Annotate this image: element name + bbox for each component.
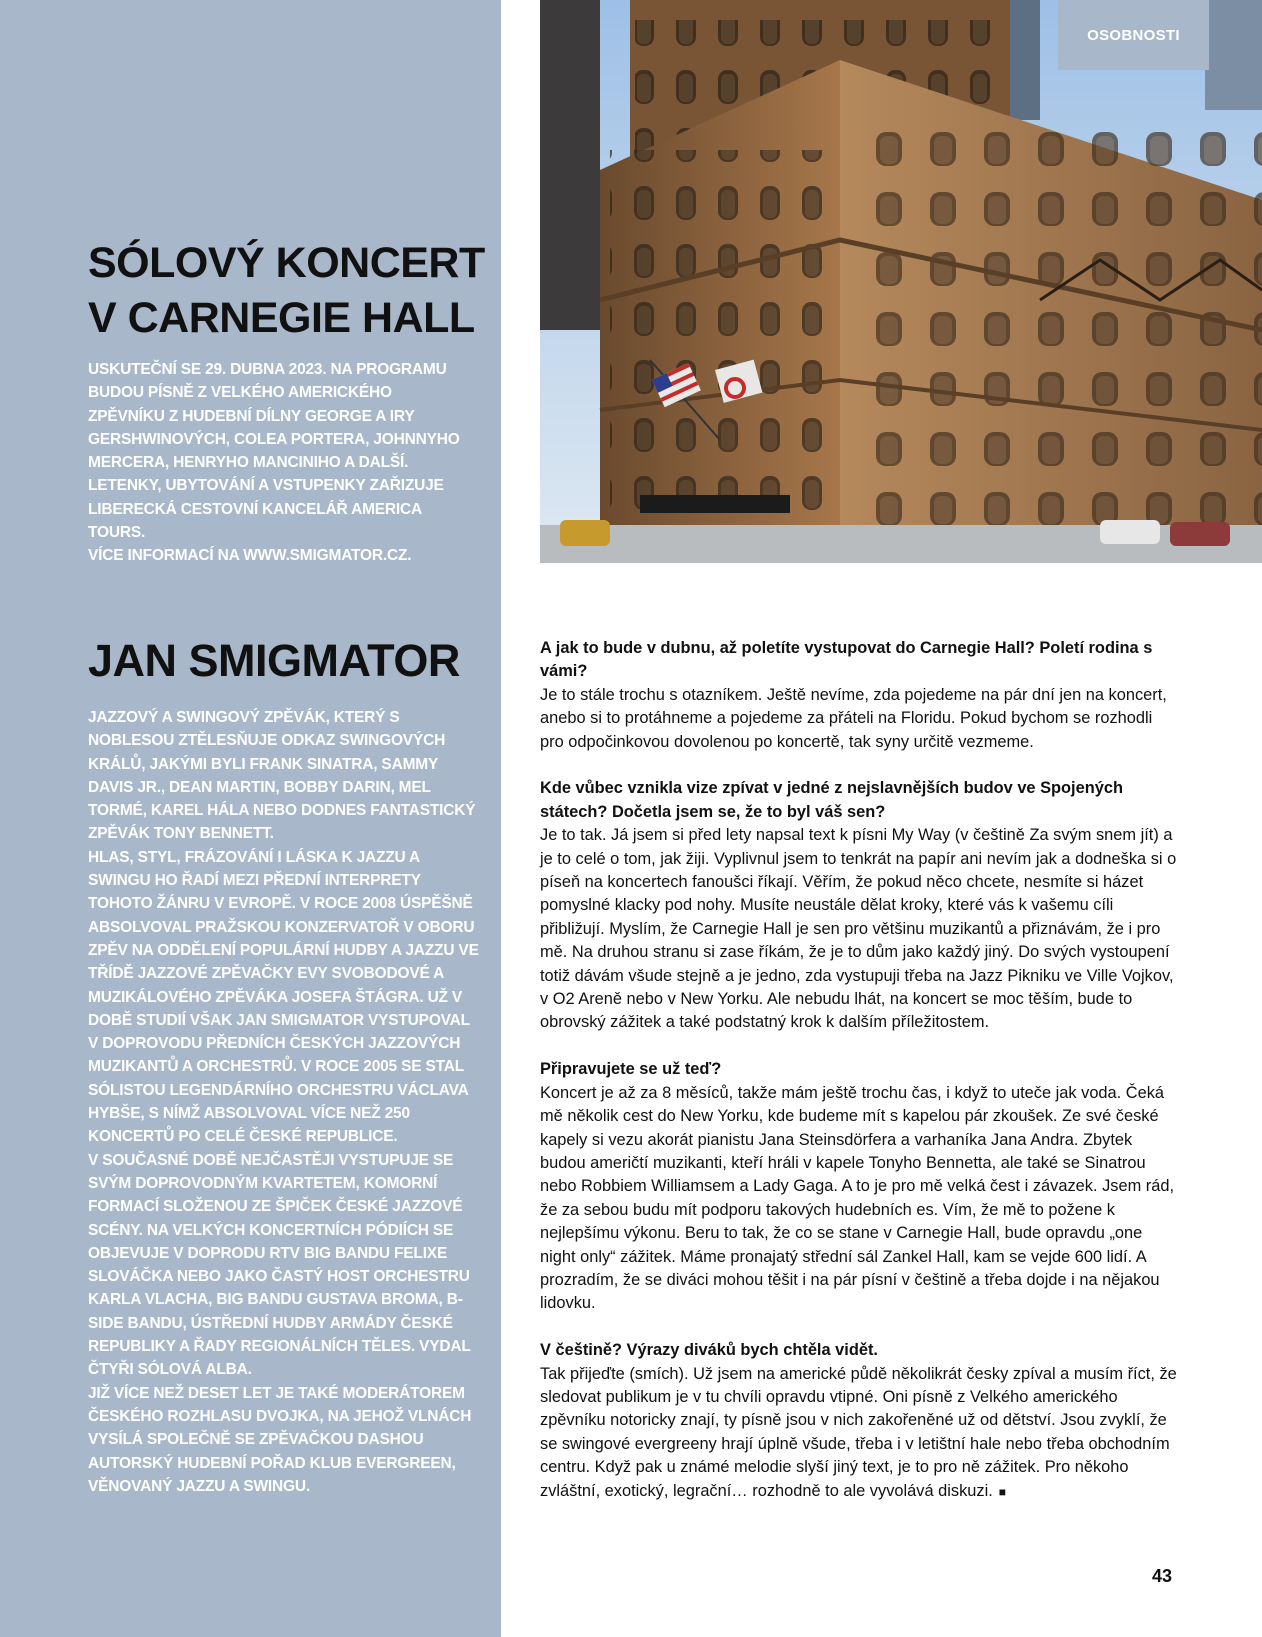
concert-description: USKUTEČNÍ SE 29. DUBNA 2023. NA PROGRAMU BUDOU PÍSNĚ Z VELKÉHO AMERICKÉHO ZPĚVNÍKU Z HUDEBNÍ DÍLNY GEORGE A IRY GERSHWINOVÝCH, COLEA PORTERA, JOHNNYHO MERCERA, HENRYHO MANCINIHO A DALŠÍ. LETENKY, UBYTOVÁNÍ A VSTUPENKY ZAŘIZUJE LIBERECKÁ CESTOVNÍ KANCELÁŘ AMERICA TOURS. [88,361,460,542]
interview-question: Připravujete se už teď? [540,1060,722,1079]
interview-item [540,637,1180,754]
interview-answer: Tak přijeďte (smích). Už jsem na americké půdě několikrát česky zpíval a musím říct, že sledovat publikum je v tu chvíli opravdu vtipné. Oni písně z Velkého amerického zpěvníku notoricky znají, ty písně jsou v nich zakořeněné už od dětství. Jsou zvyklí, že se swingové evergreeny hrají úplně všude, třeba i v letištní hale nebo třeba obchodním centru. Když pak u známé melodie slyší jiný text, je to pro ně zážitek. Pro někoho zvláštní, exotický, legrační… rozhodně to ale vyvolává diskuzi. [540,1364,1177,1500]
concert-title-line2: V CARNEGIE HALL [88,294,475,342]
interview-question: V češtině? Výrazy diváků bych chtěla vidět. [540,1341,878,1360]
sidebar-panel [0,0,501,1637]
concert-title-line1: SÓLOVÝ KONCERT [88,239,485,287]
section-tag: OSOBNOSTI [1058,0,1209,70]
bio-paragraph: HLAS, STYL, FRÁZOVÁNÍ I LÁSKA K JAZZU A SWINGU HO ŘADÍ MEZI PŘEDNÍ INTERPRETY TOHOTO ŽÁNRU V EVROPĚ. V ROCE 2008 ÚSPĚŠNĚ ABSOLVOVAL PRAŽSKOU KONZERVATOŘ V OBORU ZPĚV NA ODDĚLENÍ POPULÁRNÍ HUDBY A JAZZU VE TŘÍDĚ JAZZOVÉ ZPĚVAČKY EVY SVOBODOVÉ A MUZIKÁLOVÉHO ZPĚVÁKA JOSEFA ŠTÁGRA. UŽ V DOBĚ STUDIÍ VŠAK JAN SMIGMATOR VYSTUPOVAL V DOPROVODU PŘEDNÍCH ČESKÝCH JAZZOVÝCH MUZIKANTŮ A ORCHESTRŮ. V ROCE 2005 SE STAL SÓLISTOU LEGENDÁRNÍHO ORCHESTRU VÁCLAVA HYBŠE, S NÍMŽ ABSOLVOVAL VÍCE NEŽ 250 KONCERTŮ PO CELÉ ČESKÉ REPUBLICE. [88,848,479,1146]
interview-question: A jak to bude v dubnu, až poletíte vystupovat do Carnegie Hall? Poletí rodina s vámi? [540,639,1153,681]
page-number: 43 [1152,1566,1173,1586]
bio-paragraph: V SOUČASNÉ DOBĚ NEJČASTĚJI VYSTUPUJE SE SVÝM DOPROVODNÝM KVARTETEM, KOMORNÍ FORMACÍ SLOŽENOU ZE ŠPIČEK ČESKÉ JAZZOVÉ SCÉNY. NA VELKÝCH KONCERTNÍCH PÓDIÍCH SE OBJEVUJE V DOPRODU RTV BIG BANDU FELIXE SLOVÁČKA NEBO JAKO ČASTÝ HOST ORCHESTRU KARLA VLACHA, BIG BANDU GUSTAVA BROMA, B-SIDE BANDU, ÚSTŘEDNÍ HUDBY ARMÁDY ČESKÉ REPUBLIKY A ŘADY REGIONÁLNÍCH TĚLES. VYDAL ČTYŘI SÓLOVÁ ALBA. [88,1151,471,1379]
interview-answer-last [540,1363,1180,1504]
interview-answer: Je to stále trochu s otazníkem. Ještě nevíme, zda pojedeme na pár dní jen na koncert, anebo si to protáhneme a pojedeme za přáteli na Floridu. Pokud bychom se rozhodli pro odpočinkovou dovolenou po koncertě, tak syny určitě vezmeme. [540,685,1167,751]
interview-item [540,777,1180,1034]
bio-paragraph: JIŽ VÍCE NEŽ DESET LET JE TAKÉ MODERÁTOREM ČESKÉHO ROZHLASU DVOJKA, NA JEHOŽ VLNÁCH VYSÍLÁ SPOLEČNĚ SE ZPĚVAČKOU DASHOU AUTORSKÝ HUDEBNÍ POŘAD KLUB EVERGREEN, VĚNOVANÝ JAZZU A SWINGU. [88,1384,472,1495]
interview-question: Kde vůbec vznikla vize zpívat v jedné z nejslavnějších budov ve Spojených státech? Dočetla jsem se, že to byl váš sen? [540,779,1123,821]
interview-item [540,1339,1180,1504]
interview-answer: Je to tak. Já jsem si před lety napsal text k písni My Way (v češtině Za svým snem jít) a je to celé o tom, jak žiji. Vyplivnul jsem to tenkrát na papír ani nevím jak a dodneška si o píseň na koncertech fanoušci říkají. Věřím, že pokud něco chcete, nesmíte si házet pomyslné klacky pod nohy. Musíte neustále dělat kroky, které vás k vašemu cíli přibližují. Myslím, že Carnegie Hall je sen pro většinu muzikantů a přiznávám, že i pro mě. Na druhou stranu si zase říkám, že je to dům jako každý jiný. Do svých vystoupení totiž dávám všude stejně a je jedno, zda vystupuji třeba na Jazz Pikniku ve Ville Vojkov, v O2 Areně nebo v New Yorku. Ale nebudu lhát, na koncert se moc těším, bude to obrovský zážitek a také podstatný krok k dalším příležitostem. [540,826,1177,1032]
artist-name: JAN SMIGMATOR [88,635,460,686]
bio-paragraph: JAZZOVÝ A SWINGOVÝ ZPĚVÁK, KTERÝ S NOBLESOU ZTĚLESŇUJE ODKAZ SWINGOVÝCH KRÁLŮ, JAKÝMI BYLI FRANK SINATRA, SAMMY DAVIS JR., DEAN MARTIN, BOBBY DARIN, MEL TORMÉ, KAREL HÁLA NEBO DODNES FANTASTICKÝ ZPĚVÁK TONY BENNETT. [88,709,476,843]
concert-title [88,236,488,346]
concert-info [88,358,463,568]
end-mark-icon: ■ [998,1484,1007,1499]
artist-bio [88,706,480,1498]
carnegie-hall-photo [540,0,1262,563]
interview-article [540,637,1180,1527]
interview-answer: Koncert je až za 8 měsíců, takže mám ještě trochu čas, i když to uteče jak voda. Čeká mě několik cest do New Yorku, kde budeme mít s kapelou pár zkoušek. Ze své české kapely si vezu akorát pianistu Jana Steinsdörfera a varhaníka Jana Andra. Zbytek budou američtí muzikanti, kteří hráli v kapele Tonyho Bennetta, ale také se Sinatrou nebo Robbiem Williamsem a Lady Gaga. A to je pro mě velká čest i závazek. Jsem rád, že za sebou budu mít podporu takových hudebních es. Vím, že mě to požene k nejlepšímu výkonu. Beru to tak, že co se stane v Carnegie Hall, bude opravdu „one night only“ zážitek. Máme pronajatý střední sál Zankel Hall, kam se vejde 600 lidí. A prozradím, že se diváci mohou těšit i na pár písní v češtině a třeba dojde i na nějakou lidovku. [540,1083,1175,1313]
interview-item [540,1058,1180,1315]
concert-more-info: VÍCE INFORMACÍ NA WWW.SMIGMATOR.CZ. [88,547,412,565]
